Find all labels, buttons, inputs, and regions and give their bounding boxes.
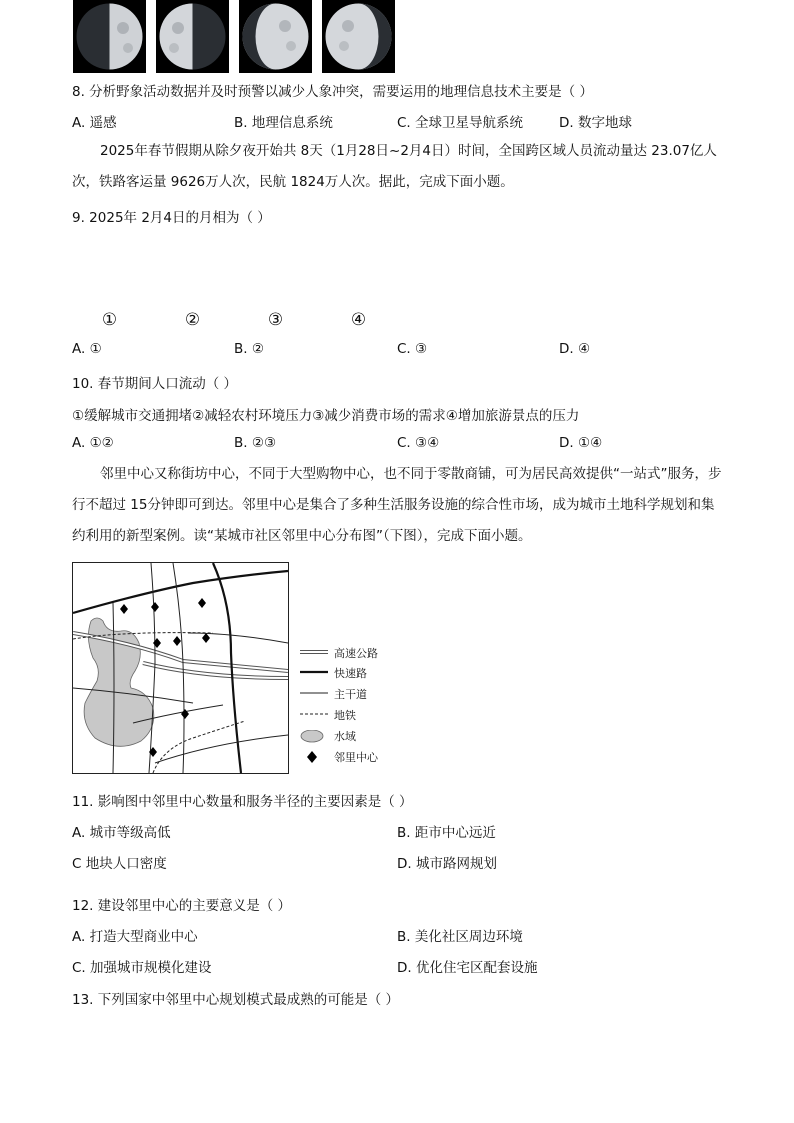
q8-option-a: A. 遥感 — [72, 115, 117, 131]
neighborhood-center-map — [72, 562, 289, 774]
legend-highway: 高速公路 — [334, 647, 378, 660]
q8-option-d: D. 数字地球 — [559, 115, 632, 131]
q9-option-a: A. ① — [72, 341, 102, 357]
q11-option-d: D. 城市路网规划 — [397, 856, 497, 872]
q12-option-d: D. 优化住宅区配套设施 — [397, 960, 538, 976]
legend-main-road: 主干道 — [334, 688, 367, 701]
moon-phase-2-image — [156, 0, 229, 73]
q10-option-c: C. ③④ — [397, 435, 440, 451]
q12-option-c: C. 加强城市规模化建设 — [72, 960, 212, 976]
q10-option-b: B. ②③ — [234, 435, 277, 451]
passage-neighborhood-center: 邻里中心又称街坊中心，不同于大型购物中心，也不同于零散商铺，可为居民高效提供“一站式”服务，步行不超过 15分钟即可到达。邻里中心是集合了多种生活服务设施的综合性市场，成为城市土地科学规划和集约利用的新型案例。读“某城市社区邻里中心分布图”（下图），完成下面小题。 — [72, 466, 722, 544]
q11-option-a: A. 城市等级高低 — [72, 825, 171, 841]
moon-label-3: ③ — [267, 310, 284, 330]
q9-option-b: B. ② — [234, 341, 264, 357]
passage-spring-festival: 2025年春节假期从除夕夜开始共 8天（1月28日~2月4日）时间，全国跨区域人员流动量达 23.07亿人次，铁路客运量 9626万人次，民航 1824万人次。据此，完成下面小题。 — [72, 143, 717, 190]
q9-option-d: D. ④ — [559, 341, 591, 357]
q13-stem: 13. 下列国家中邻里中心规划模式最成熟的可能是（ ） — [72, 992, 400, 1008]
moon-phase-4-image — [322, 0, 395, 73]
legend-subway: 地铁 — [334, 709, 356, 722]
q9-stem: 9. 2025年 2月4日的月相为（ ） — [72, 210, 271, 226]
q10-option-a: A. ①② — [72, 435, 114, 451]
q11-option-c: C 地块人口密度 — [72, 856, 167, 872]
q11-option-b: B. 距市中心远近 — [397, 825, 496, 841]
q12-stem: 12. 建设邻里中心的主要意义是（ ） — [72, 898, 292, 914]
q8-stem: 8. 分析野象活动数据并及时预警以减少人象冲突，需要运用的地理信息技术主要是（ ） — [72, 84, 593, 100]
moon-phase-1-image — [73, 0, 146, 73]
q10-stem: 10. 春节期间人口流动（ ） — [72, 376, 238, 392]
q11-stem: 11. 影响图中邻里中心数量和服务半径的主要因素是（ ） — [72, 794, 413, 810]
moon-label-2: ② — [184, 310, 201, 330]
moon-label-1: ① — [101, 310, 118, 330]
q10-statements: ①缓解城市交通拥堵②减轻农村环境压力③减少消费市场的需求④增加旅游景点的压力 — [72, 408, 580, 424]
legend-neighborhood-center: 邻里中心 — [300, 749, 420, 765]
q9-option-c: C. ③ — [397, 341, 428, 357]
moon-label-4: ④ — [350, 310, 367, 330]
q12-option-a: A. 打造大型商业中心 — [72, 929, 198, 945]
q8-option-c: C. 全球卫星导航系统 — [397, 115, 524, 131]
q12-option-b: B. 美化社区周边环境 — [397, 929, 523, 945]
moon-phase-3-image — [239, 0, 312, 73]
q10-option-d: D. ①④ — [559, 435, 603, 451]
legend-expressway: 快速路 — [334, 667, 367, 680]
q8-option-b: B. 地理信息系统 — [234, 115, 333, 131]
legend-water: 水域 — [300, 728, 420, 744]
